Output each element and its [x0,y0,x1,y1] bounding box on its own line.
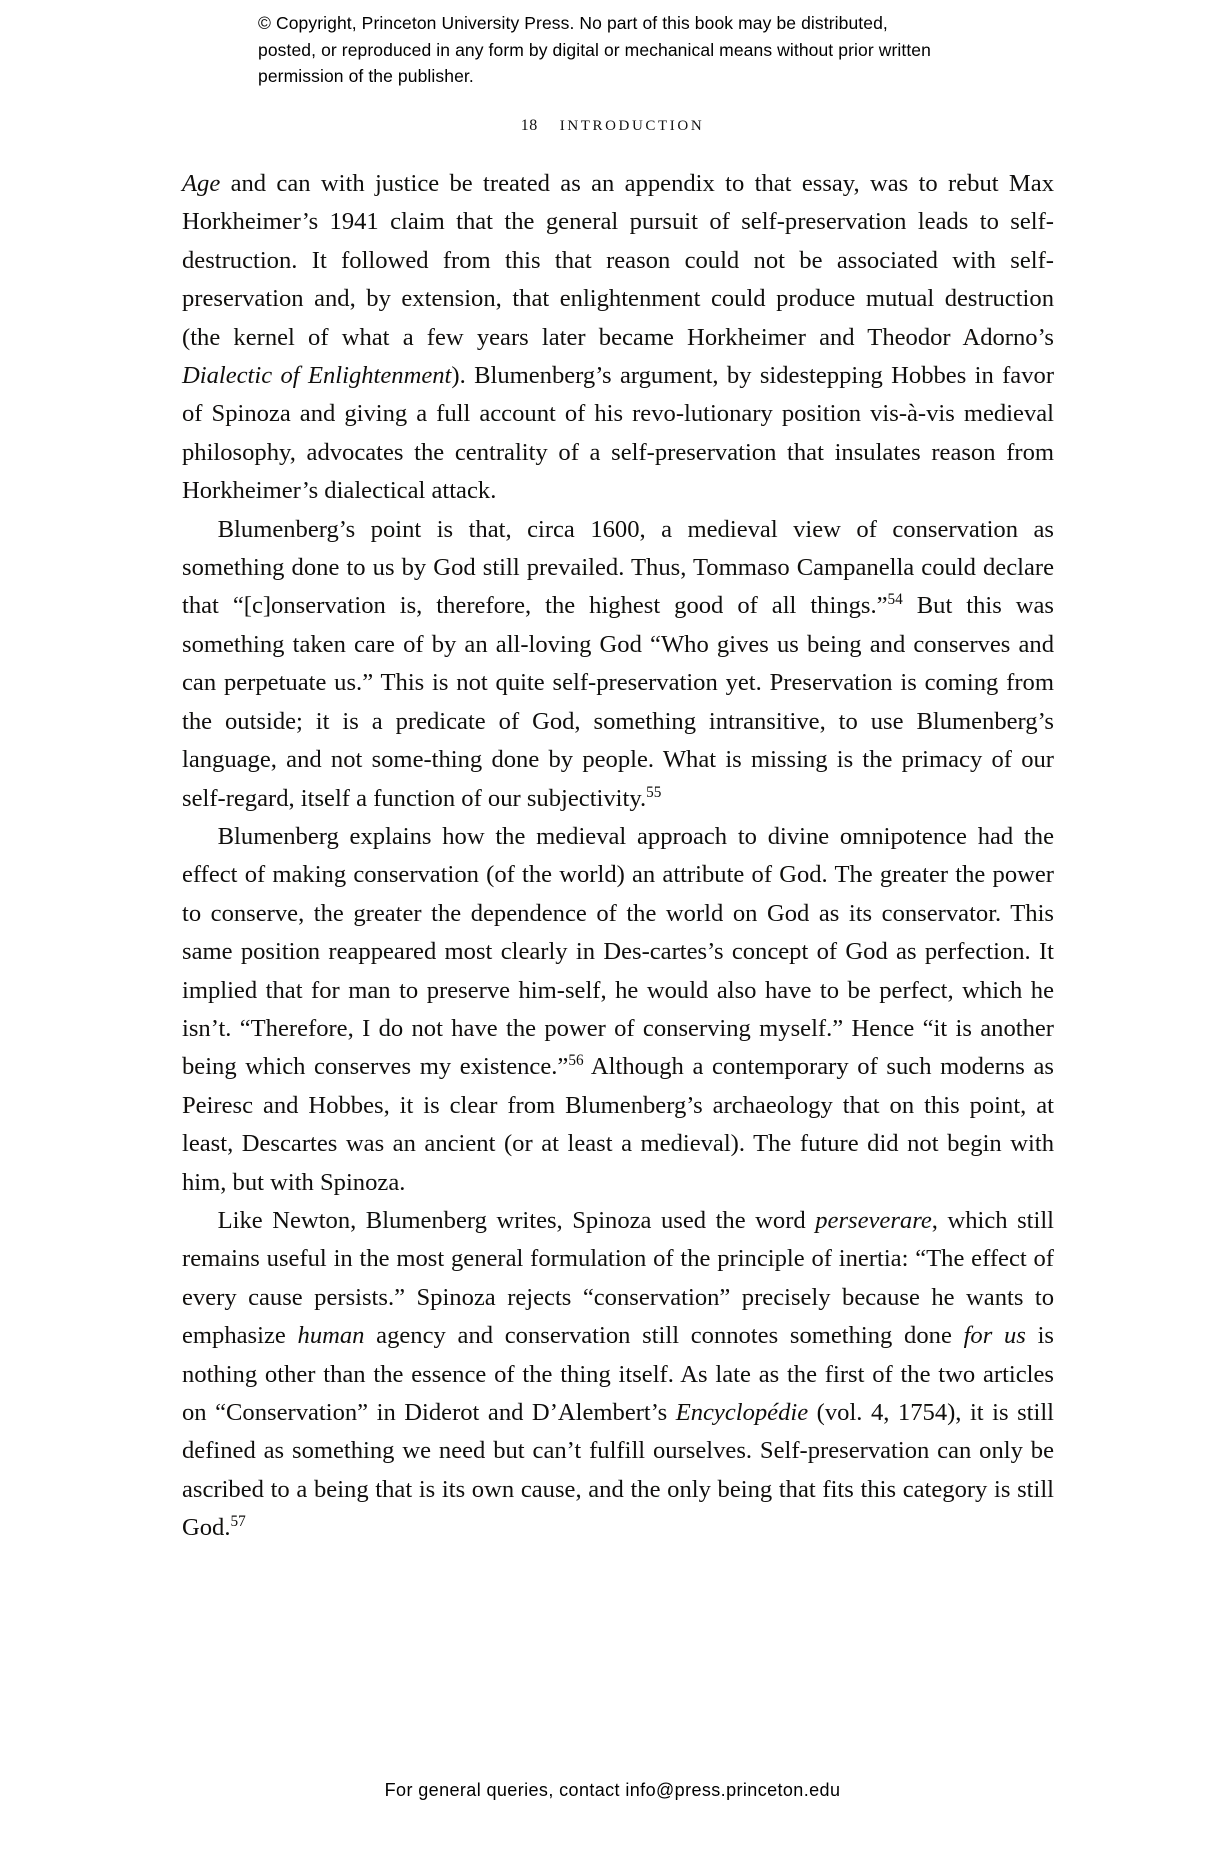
paragraph: Blumenberg’s point is that, circa 1600, a medieval view of conservation as something done to us by God still prevailed. Thus, Tommaso Campanella could declare that “[c]onservation is, therefore, the highest good of all things.”$^{54}$ But this was something taken care of by an all-loving God “Who gives us being and conserves and can perpetuate us.” This is not quite self-preservation yet. Preservation is coming from the outside; it is a predicate of God, something intransitive, to use Blumenberg’s language, and not some-thing done by people. What is missing is the primacy of our self-regard, itself a function of our subjectivity.$^{55}$ [182,515,1054,812]
paragraph: Age and can with justice be treated as an appendix to that essay, was to rebut Max Horkheimer’s 1941 claim that the general pursuit of self-preservation leads to self-destruction. It followed from this that reason could not be associated with self-preservation and, by extension, that enlightenment could produce mutual destruction (the kernel of what a few years later became Horkheimer and Theodor Adorno’s Dialectic of Enlightenment). Blumenberg’s argument, by sidestepping Hobbes in favor of Spinoza and giving a full account of his revo-lutionary position vis-à-vis medieval philosophy, advocates the centrality of a self-preservation that insulates reason from Horkheimer’s dialectical attack. [182,170,1055,505]
page-number: 18 [520,117,538,134]
paragraph: Like Newton, Blumenberg writes, Spinoza used the word perseverare, which still remains useful in the most general formulation of the principle of inertia: “The effect of every cause persists.” Spinoza rejects “conservation” precisely because he wants to emphasize human agency and conservation still connotes something done for us is nothing other than the essence of the thing itself. As late as the first of the two articles on “Conservation” in Diderot and D’Alembert’s Encyclopédie (vol. 4, 1754), it is still defined as something we need but can’t fulfill ourselves. Self-preservation can only be ascribed to a being that is its own cause, and the only being that fits this category is still God.$^{57}$ [182,1206,1055,1542]
chapter-label: INTRODUCTION [559,118,705,134]
body-text [182,165,1054,1548]
copyright-notice: © Copyright, Princeton University Press. No part of this book may be distributed, posted, or reproduced in any form by digital or mechanical means without prior written permission of the publisher. [258,13,931,87]
running-head [0,117,1225,135]
footer-queries: For general queries, contact info@press.princeton.edu [384,1780,841,1800]
paragraph: Blumenberg explains how the medieval approach to divine omnipotence had the effect of making conservation (of the world) an attribute of God. The greater the power to conserve, the greater the dependence of the world on God as its conservator. This same position reappeared most clearly in Des-cartes’s concept of God as perfection. It implied that for man to preserve him-self, he would also have to be perfect, which he isn’t. “Therefore, I do not have the power of conserving myself.” Hence “it is another being which conserves my existence.”$^{56}$ Although a contemporary of such moderns as Peiresc and Hobbes, it is clear from Blumenberg’s archaeology that on this point, at least, Descartes was an ancient (or at least a medieval). The future did not begin with him, but with Spinoza. [182,822,1054,1196]
